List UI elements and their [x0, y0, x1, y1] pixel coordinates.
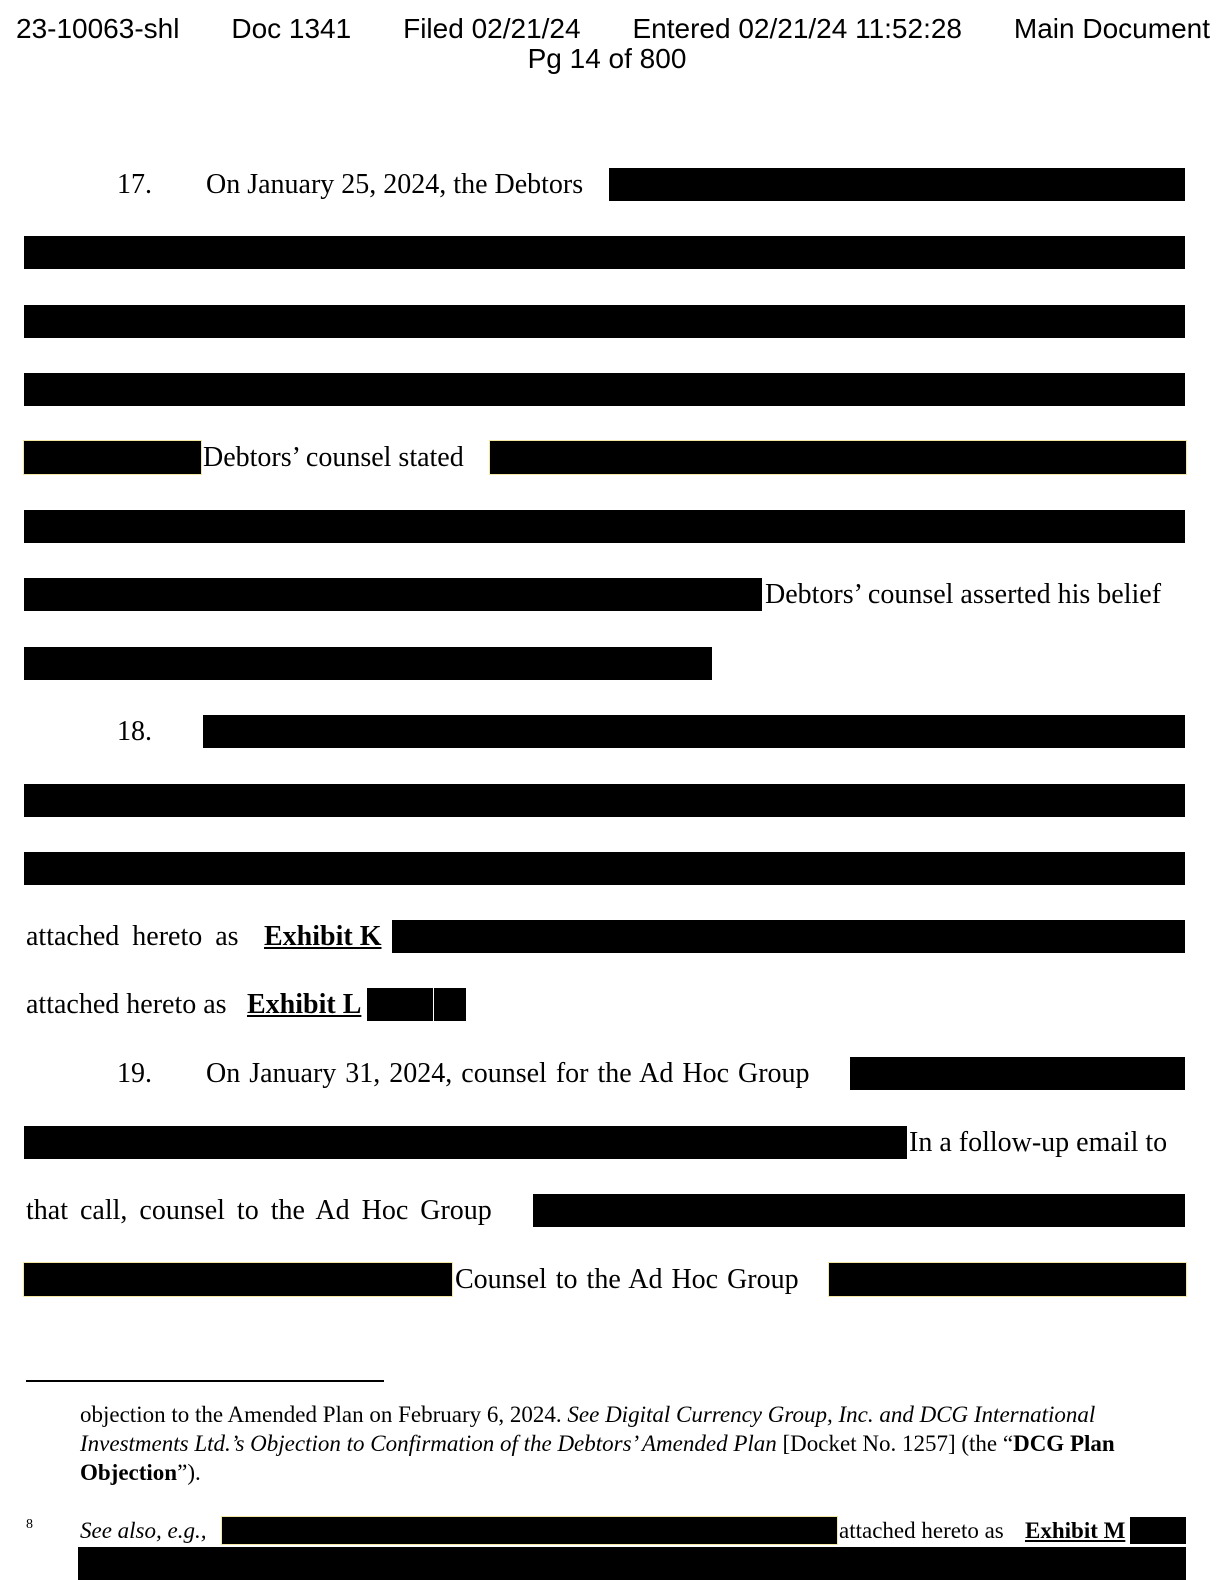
exhibit-m-link[interactable]: Exhibit M: [1025, 1518, 1126, 1543]
para19-line4: [0, 1263, 1228, 1296]
para18-number: 18.: [117, 716, 152, 747]
redaction-block: [1130, 1517, 1186, 1544]
redaction-block: [24, 236, 1185, 269]
redaction-block: [24, 578, 762, 611]
redaction-block: [24, 441, 201, 474]
doc-title: Main Document: [1013, 13, 1210, 44]
redaction-block: [490, 441, 1186, 474]
footnote-8-line: [0, 1516, 1228, 1545]
redaction-block: [24, 510, 1185, 543]
redaction-block: [24, 1263, 452, 1296]
redaction-block: [609, 168, 1185, 201]
redaction-block: [367, 988, 433, 1021]
para17-text1: On January 25, 2024, the Debtors: [206, 169, 584, 200]
para17-line1: [0, 168, 1228, 201]
para19-text2: In a follow-up email to: [909, 1127, 1168, 1158]
redaction-block: [24, 784, 1185, 817]
redaction-block: [24, 305, 1185, 338]
footnote-8-marker: 8: [26, 1517, 33, 1532]
redaction-block: [222, 1517, 837, 1544]
para19-text4: Counsel to the Ad Hoc Group: [455, 1264, 799, 1295]
redaction-block: [24, 852, 1185, 885]
exhibit-k-link[interactable]: Exhibit K: [264, 921, 382, 952]
docket-header: [0, 14, 1228, 74]
para18-exhibit-l-line: [0, 988, 1228, 1021]
para17-number: 17.: [117, 169, 152, 200]
para17-line5: [0, 441, 1228, 474]
doc-number: Doc 1341: [231, 13, 352, 44]
footnote-defined-term: DCG Plan Objection: [80, 1431, 1115, 1485]
redaction-block: [24, 373, 1185, 406]
docket-header-row: [0, 14, 1228, 44]
redaction-block: [434, 988, 466, 1021]
redaction-block: [829, 1263, 1186, 1296]
redaction-block: [203, 715, 1185, 748]
footnote-end: ”).: [177, 1460, 201, 1485]
footnote-continuation: [80, 1400, 1190, 1487]
footnote-separator: [26, 1380, 384, 1382]
entered-date: Entered 02/21/24 11:52:28: [632, 13, 963, 44]
para17-text2: Debtors’ counsel stated: [203, 442, 464, 473]
redaction-block: [78, 1547, 1186, 1580]
para17-text3: Debtors’ counsel asserted his belief: [765, 579, 1162, 610]
para18-line1: [0, 715, 1228, 748]
para19-text3: that call, counsel to the Ad Hoc Group: [26, 1195, 492, 1226]
para19-line1: [0, 1057, 1228, 1090]
footnote-8-see-also: See also, e.g.,: [80, 1518, 207, 1543]
filed-date: Filed 02/21/24: [403, 13, 581, 44]
redaction-block: [533, 1194, 1185, 1227]
exhibit-k-prefix: attached hereto as: [26, 921, 239, 952]
case-number: 23-10063-shl: [16, 13, 180, 44]
footnote-8-attached: attached hereto as: [839, 1518, 1004, 1543]
para19-line2: [0, 1126, 1228, 1159]
para19-line3: [0, 1194, 1228, 1227]
para18-exhibit-k-line: [0, 920, 1228, 953]
para19-number: 19.: [117, 1058, 152, 1089]
para17-line7: [0, 578, 1228, 611]
footnote-docket: [Docket No. 1257] (the “: [776, 1431, 1014, 1456]
para19-text1: On January 31, 2024, counsel for the Ad Hoc Group: [206, 1058, 810, 1089]
redaction-block: [24, 647, 712, 680]
footnote-citation: See Digital Currency Group, Inc. and DCG International Investments Ltd.’s Objection to Confirmation of the Debtors’ Amended Plan: [80, 1402, 1096, 1456]
footnote-text: objection to the Amended Plan on February 6, 2024.: [80, 1402, 568, 1427]
exhibit-l-prefix: attached hereto as: [26, 989, 227, 1020]
redaction-block: [392, 920, 1185, 953]
exhibit-l-link[interactable]: Exhibit L: [247, 989, 362, 1020]
page-indicator: Pg 14 of 800: [527, 43, 687, 74]
redaction-block: [850, 1057, 1185, 1090]
redaction-block: [24, 1126, 907, 1159]
